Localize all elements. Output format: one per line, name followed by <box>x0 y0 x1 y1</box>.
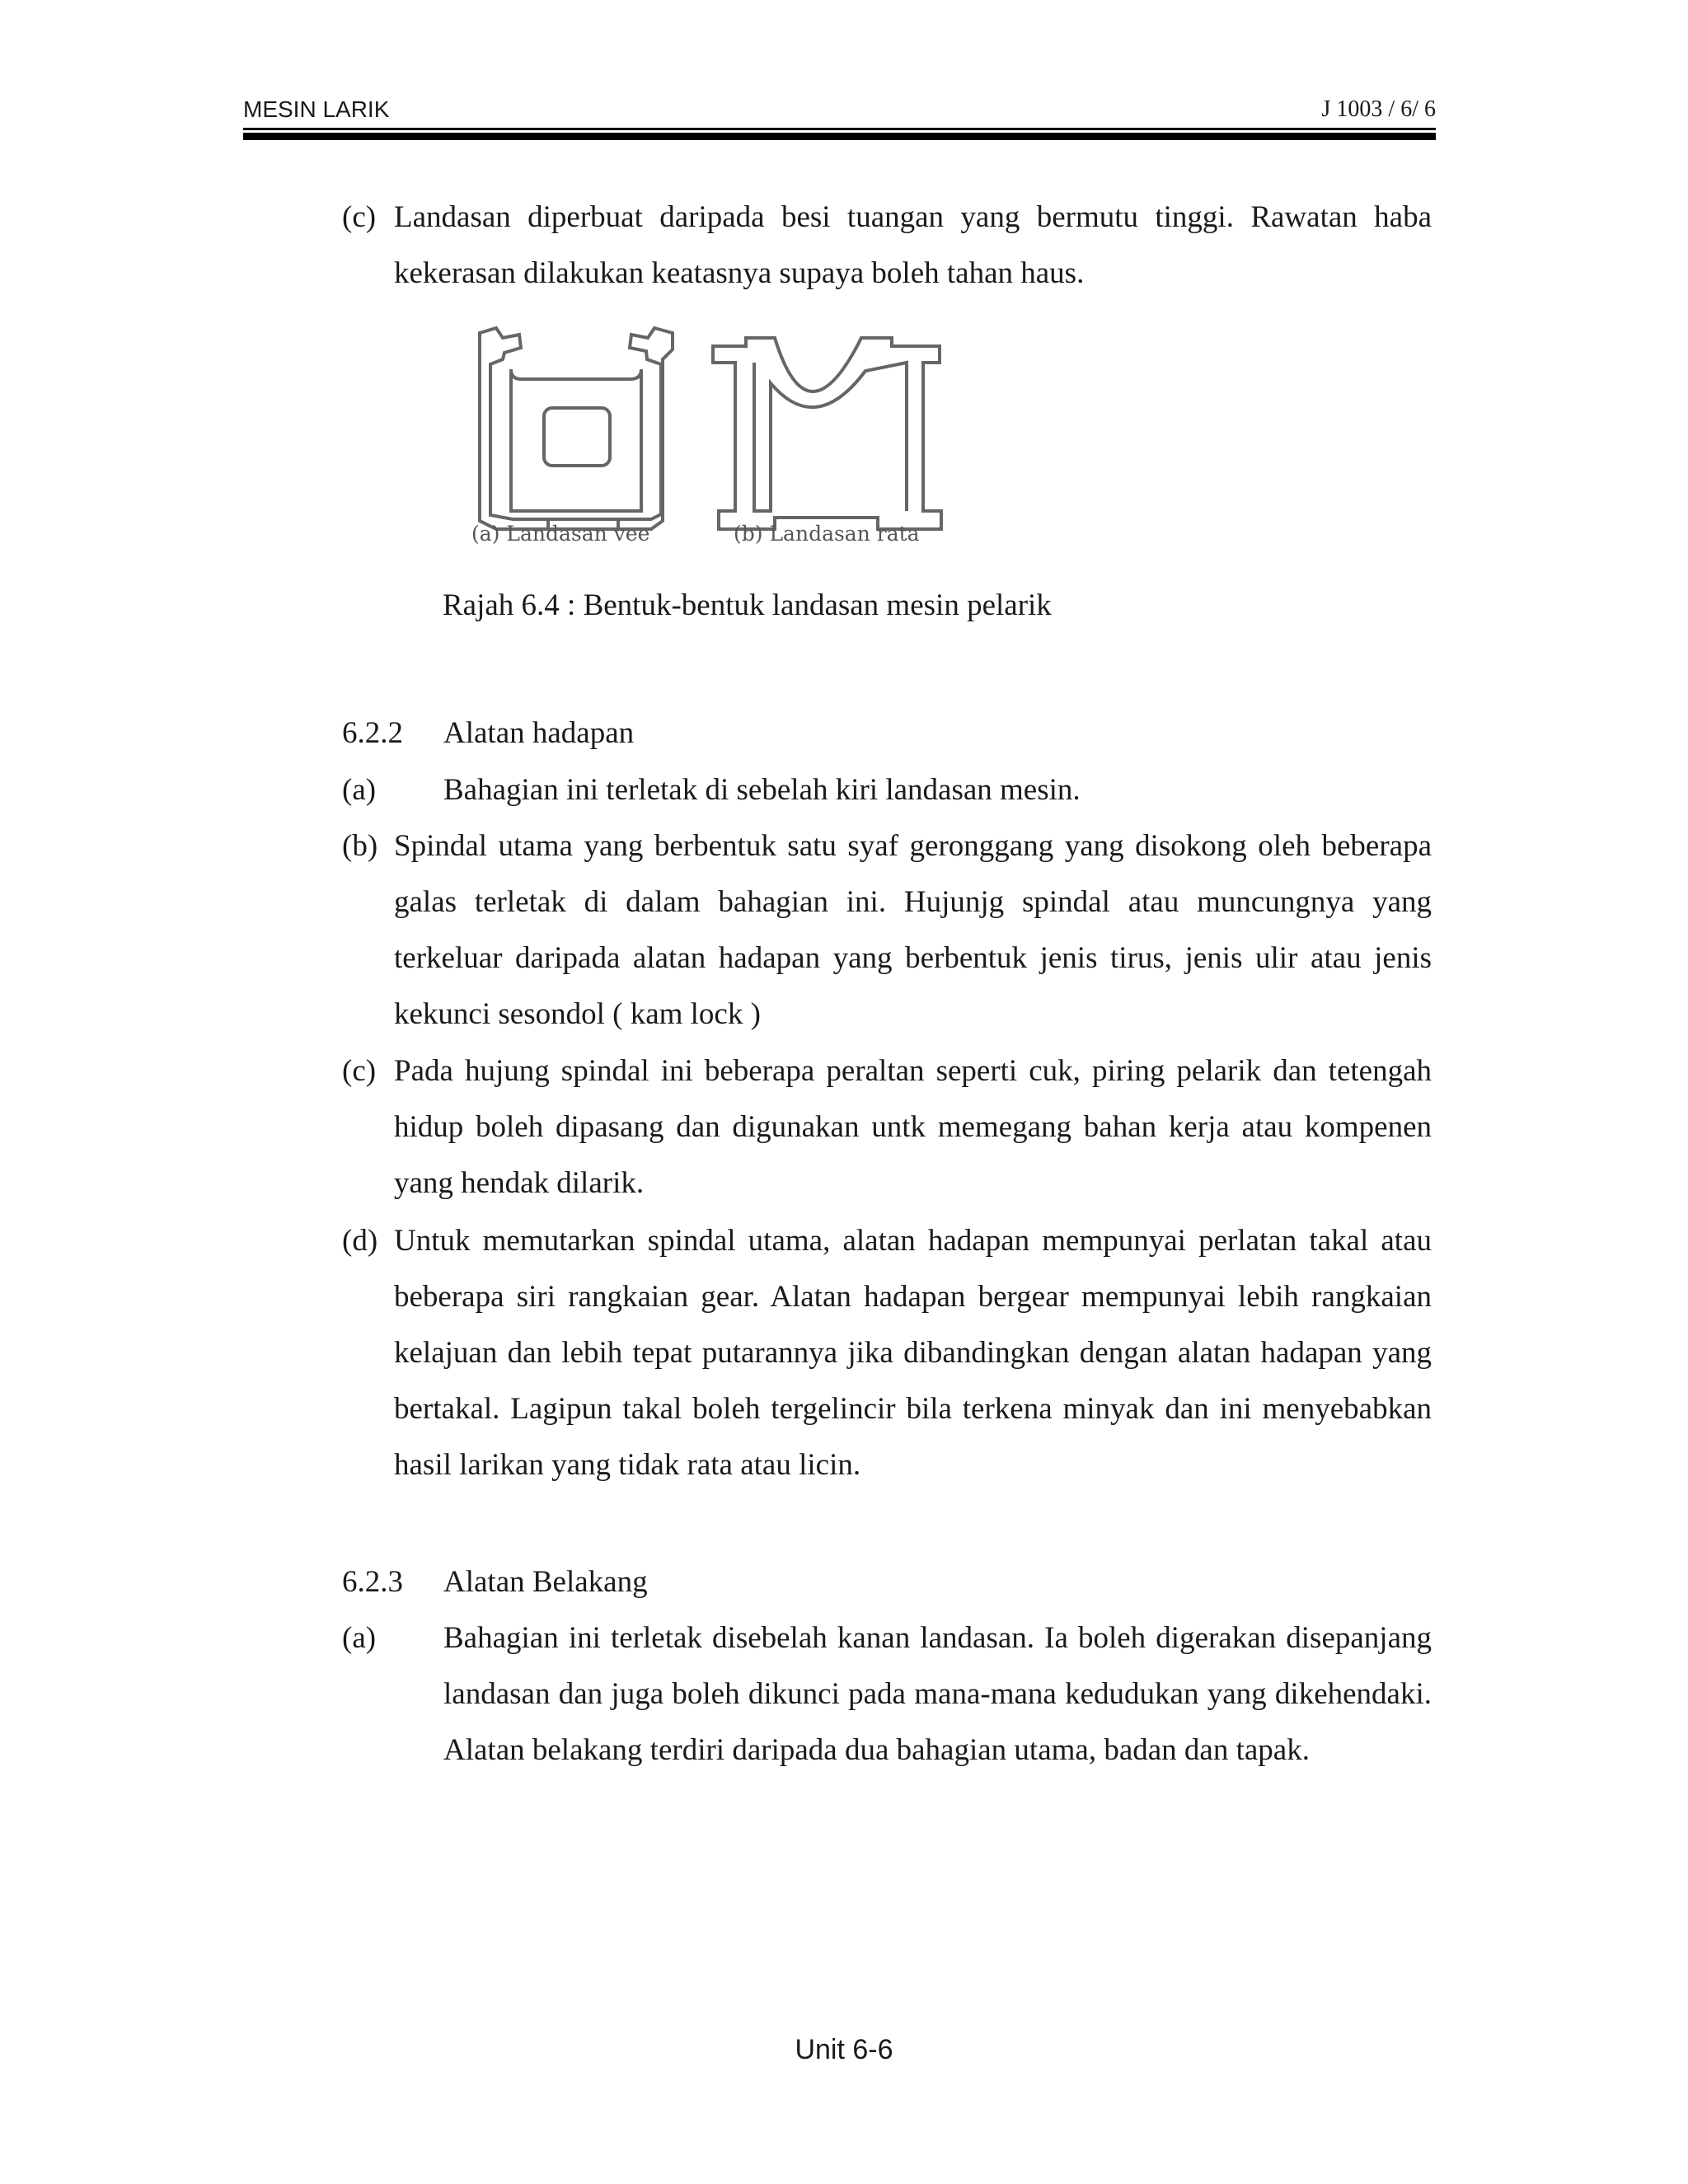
running-header-title: MESIN LARIK <box>243 96 390 122</box>
list-item <box>342 1213 1432 1493</box>
section-heading-6-2-3 <box>342 1554 648 1610</box>
item-text: Landasan diperbuat daripada besi tuangan yang bermutu tinggi. Rawatan haba kekerasan dilakukan keatasnya supaya boleh tahan haus. <box>394 200 1432 290</box>
figure-lathe-bed-shapes <box>462 313 956 560</box>
item-label: (c) <box>342 200 377 234</box>
section-title: Alatan hadapan <box>443 716 635 750</box>
vee-bed-outline <box>480 328 673 529</box>
item-label: (c) <box>342 1054 377 1088</box>
page-footer: Unit 6-6 <box>795 2034 893 2065</box>
item-text: Spindal utama yang berbentuk satu syaf geronggang yang disokong oleh beberapa galas terletak di dalam bahagian ini. Hujunjg spindal atau muncungnya yang terkeluar daripada alatan hadapan yang berbentuk jenis tirus, jenis ulir atau jenis kekunci sesondol ( kam lock ) <box>394 829 1432 1031</box>
list-item <box>342 1043 1432 1212</box>
list-item <box>342 1610 1432 1779</box>
figure-caption: Rajah 6.4 : Bentuk-bentuk landasan mesin pelarik <box>443 588 1052 622</box>
section-title: Alatan Belakang <box>443 1565 648 1599</box>
section-number: 6.2.2 <box>342 716 403 750</box>
item-text: Untuk memutarkan spindal utama, alatan hadapan mempunyai perlatan takal atau beberapa siri rangkaian gear. Alatan hadapan bergear mempunyai lebih rangkaian kelajuan dan lebih tepat putarannya jika dibandingkan dengan alatan hadapan yang bertakal. Lagipun takal boleh tergelincir bila terkena minyak dan ini menyebabkan hasil larikan yang tidak rata atau licin. <box>394 1224 1432 1482</box>
item-label: (d) <box>342 1224 378 1258</box>
item-text: Bahagian ini terletak disebelah kanan landasan. Ia boleh digerakan disepanjang landasan dan juga boleh dikunci pada mana-mana kedudukan yang dikehendaki. Alatan belakang terdiri daripada dua bahagian utama, badan dan tapak. <box>443 1621 1432 1767</box>
list-item <box>342 762 1432 818</box>
vee-bed-core <box>544 408 610 466</box>
item-label: (a) <box>342 1621 377 1655</box>
section-heading-6-2-2 <box>342 705 634 762</box>
header-rule-thick <box>243 133 1436 140</box>
item-text: Pada hujung spindal ini beberapa peraltan seperti cuk, piring pelarik dan tetengah hidup boleh dipasang dan digunakan untk memegang bahan kerja atau kompenen yang hendak dilarik. <box>394 1054 1432 1200</box>
item-label: (b) <box>342 829 378 863</box>
header-rule-thin <box>243 128 1436 130</box>
vee-bed-inner <box>511 369 641 511</box>
item-label: (a) <box>342 773 377 807</box>
figure-label-vee: (a) Landasan vee <box>471 522 650 546</box>
figure-label-flat: (b) Landasan rata <box>734 522 920 546</box>
running-header-code: J 1003 / 6/ 6 <box>1321 96 1436 122</box>
paragraph-landasan <box>342 190 1432 302</box>
item-text: Bahagian ini terletak di sebelah kiri landasan mesin. <box>443 773 1081 807</box>
section-number: 6.2.3 <box>342 1565 403 1599</box>
list-item <box>342 818 1432 1043</box>
